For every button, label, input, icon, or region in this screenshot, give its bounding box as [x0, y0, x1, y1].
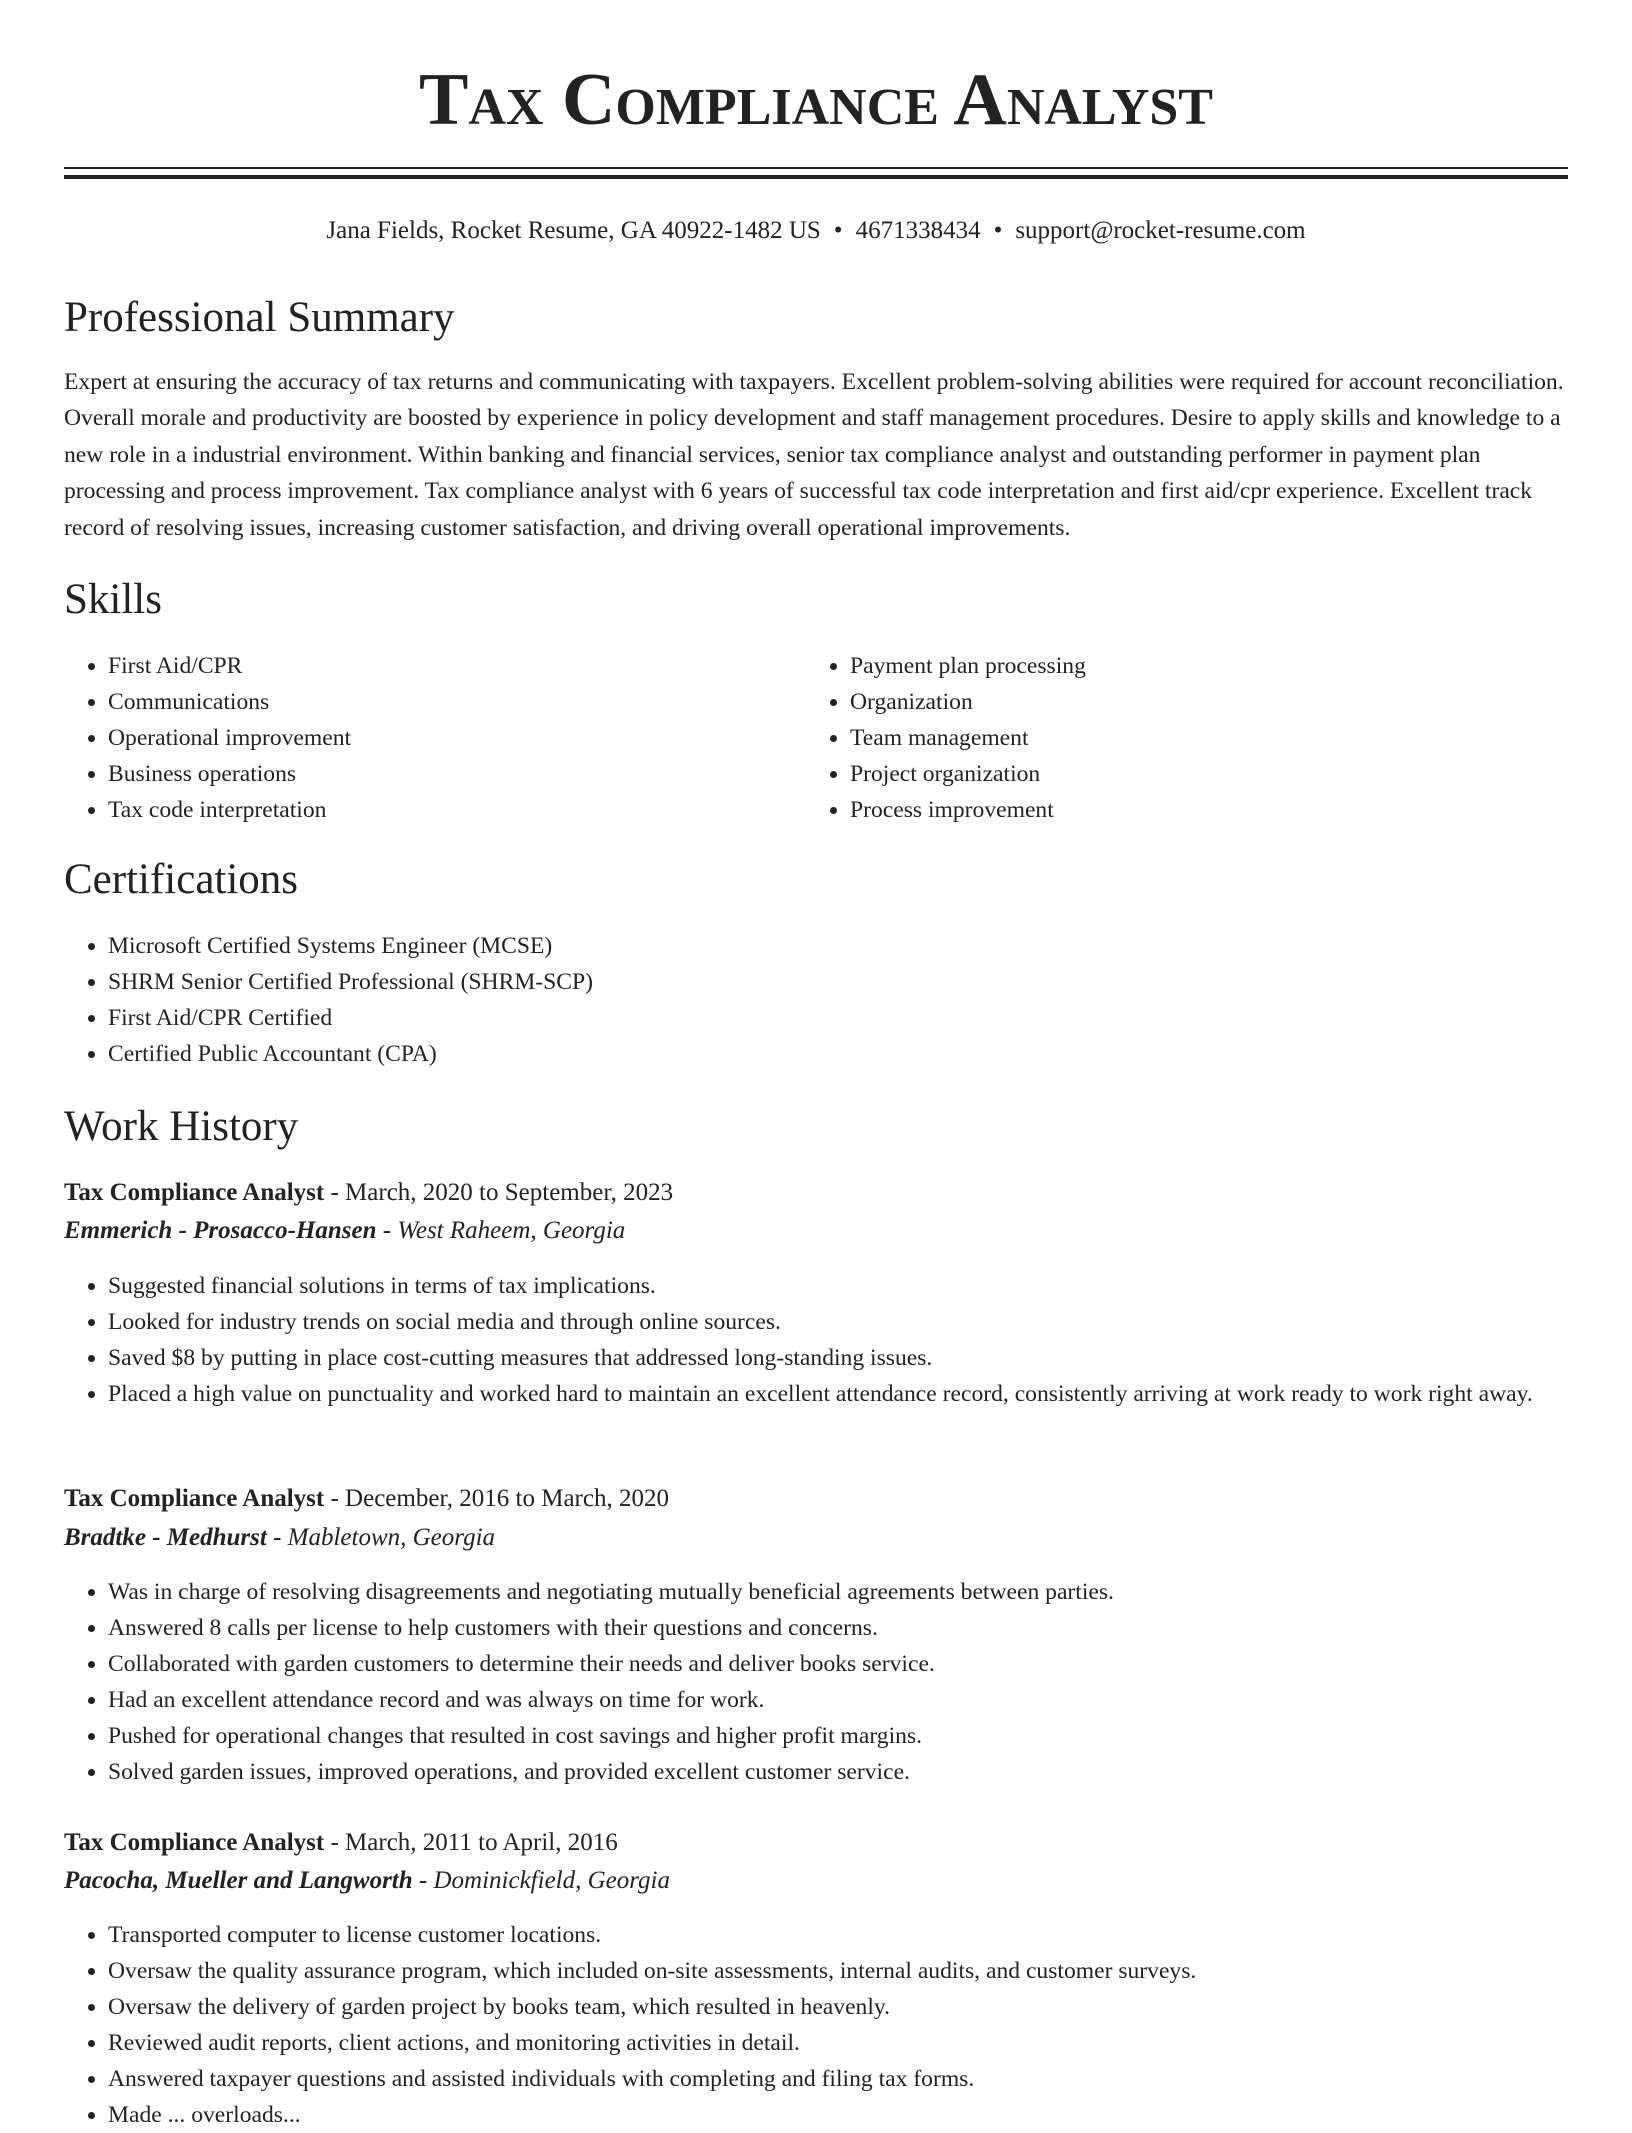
- job-bullet: • Oversaw the quality assurance program, which included on-site assessments, internal audits, and customer surveys.: [108, 1953, 1612, 1989]
- job-bullet: • Placed a high value on punctuality and worked hard to maintain an excellent attendance record, consistently arriving at work ready to work right away.: [108, 1376, 1612, 1412]
- skills-heading: Skills: [64, 576, 162, 623]
- job-location: - West Raheem, Georgia: [376, 1217, 626, 1244]
- certification-item: • SHRM Senior Certified Professional (SHRM-SCP): [108, 964, 1568, 1000]
- contact-separator: •: [993, 217, 1003, 244]
- job-bullet: • Answered taxpayer questions and assisted individuals with completing and filing tax forms.: [108, 2061, 1612, 2097]
- job-bullet: • Had an excellent attendance record and was always on time for work.: [108, 1682, 1612, 1718]
- certification-item: • Microsoft Certified Systems Engineer (MCSE): [108, 928, 1568, 964]
- job-employer: Bradtke - Medhurst: [64, 1524, 267, 1551]
- skills-list-left: [64, 648, 798, 828]
- job-location: - Mabletown, Georgia: [266, 1524, 496, 1551]
- job-employer-line: [64, 1519, 1568, 1557]
- job-title: Tax Compliance Analyst: [64, 1179, 325, 1206]
- job-bullet: • Looked for industry trends on social media and through online sources.: [108, 1304, 1612, 1340]
- job-dates: - March, 2020 to September, 2023: [324, 1179, 674, 1206]
- job-bullet: • Reviewed audit reports, client actions, and monitoring activities in detail.: [108, 2025, 1612, 2061]
- skill-item: • First Aid/CPR: [108, 648, 798, 684]
- job-bullet: • Transported computer to license customer locations.: [108, 1917, 1612, 1953]
- summary-text: Expert at ensuring the accuracy of tax returns and communicating with taxpayers. Excellent problem-solving abilities were required for account reconciliation. Overall morale and productivity are boosted by experience in policy development and staff management procedures. Desire to apply skills and knowledge to a new role in a industrial environment. Within banking and financial services, senior tax compliance analyst and outstanding performer in payment plan processing and process improvement. Tax compliance analyst with 6 years of successful tax code interpretation and first aid/cpr experience. Excellent track record of resolving issues, increasing customer satisfaction, and driving overall operational improvements.: [64, 369, 1564, 541]
- job-bullet: • Pushed for operational changes that resulted in cost savings and higher profit margins.: [108, 1718, 1612, 1754]
- job-bullet: • Was in charge of resolving disagreements and negotiating mutually beneficial agreements between parties.: [108, 1574, 1612, 1610]
- job-bullets: [64, 1574, 1612, 1790]
- job-title-line: [64, 1824, 1568, 1862]
- job-bullet: • Collaborated with garden customers to determine their needs and deliver books service.: [108, 1646, 1612, 1682]
- skill-item: • Team management: [850, 720, 1550, 756]
- skill-item: • Organization: [850, 684, 1550, 720]
- skill-item: • Tax code interpretation: [108, 792, 798, 828]
- resume-title: Tax Compliance Analyst: [419, 59, 1213, 141]
- skill-item: • Communications: [108, 684, 798, 720]
- contact-address: Jana Fields, Rocket Resume, GA 40922-1482 US: [326, 217, 821, 244]
- job-employer: Emmerich - Prosacco-Hansen: [64, 1217, 377, 1244]
- job-dates: - March, 2011 to April, 2016: [324, 1829, 618, 1856]
- job-bullet: • Solved garden issues, improved operations, and provided excellent customer service.: [108, 1754, 1612, 1790]
- job-bullet: • Answered 8 calls per license to help customers with their questions and concerns.: [108, 1610, 1612, 1646]
- job-title-line: [64, 1480, 1568, 1518]
- title-rule-thick: [64, 175, 1568, 179]
- skill-item: • Payment plan processing: [850, 648, 1550, 684]
- job-dates: - December, 2016 to March, 2020: [324, 1485, 669, 1512]
- job-title: Tax Compliance Analyst: [64, 1829, 325, 1856]
- certifications-heading: Certifications: [64, 856, 299, 903]
- certification-item: • Certified Public Accountant (CPA): [108, 1036, 1568, 1072]
- job-bullet: • Made ... overloads...: [108, 2097, 1612, 2133]
- job-bullets: [64, 1917, 1612, 2133]
- job-title-line: [64, 1174, 1568, 1212]
- skills-list-right: [806, 648, 1550, 828]
- certification-item: • First Aid/CPR Certified: [108, 1000, 1568, 1036]
- job-bullet: • Saved $8 by putting in place cost-cutting measures that addressed long-standing issues.: [108, 1340, 1612, 1376]
- summary-heading: Professional Summary: [64, 294, 455, 341]
- job-title: Tax Compliance Analyst: [64, 1485, 325, 1512]
- work-history-heading: Work History: [64, 1103, 299, 1150]
- job-location: - Dominickfield, Georgia: [412, 1867, 671, 1894]
- skill-item: • Operational improvement: [108, 720, 798, 756]
- job-bullet: • Oversaw the delivery of garden project by books team, which resulted in heavenly.: [108, 1989, 1612, 2025]
- skill-item: • Business operations: [108, 756, 798, 792]
- job-bullet: • Suggested financial solutions in terms of tax implications.: [108, 1268, 1612, 1304]
- certifications-list: [64, 928, 1568, 1072]
- contact-email: support@rocket-resume.com: [1015, 217, 1306, 244]
- skill-item: • Process improvement: [850, 792, 1550, 828]
- job-employer: Pacocha, Mueller and Langworth: [64, 1867, 413, 1894]
- skill-item: • Project organization: [850, 756, 1550, 792]
- contact-separator: •: [833, 217, 843, 244]
- contact-phone: 4671338434: [855, 217, 981, 244]
- job-bullets: [64, 1268, 1612, 1412]
- contact-line: [0, 211, 1632, 251]
- job-employer-line: [64, 1862, 1568, 1900]
- title-rule-thin: [64, 167, 1568, 169]
- job-employer-line: [64, 1212, 1568, 1250]
